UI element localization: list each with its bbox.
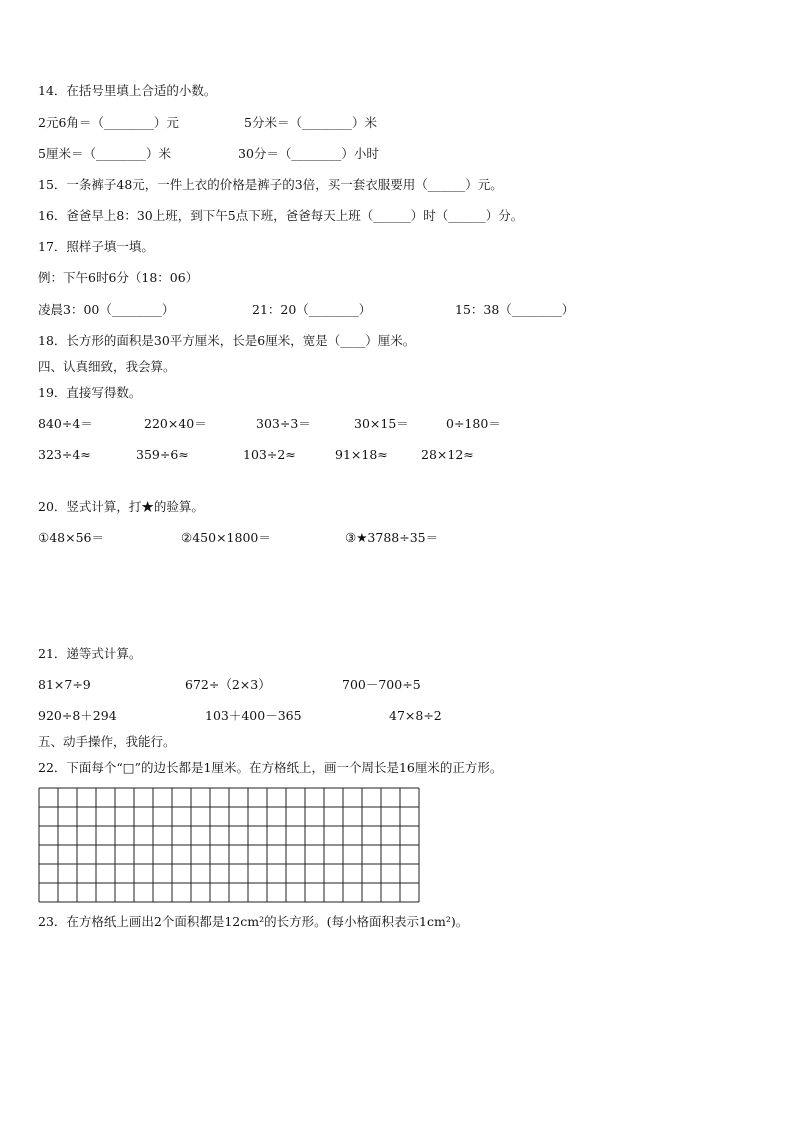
q20-item-3: ③★3788÷35＝ — [345, 530, 439, 545]
q19-r1-c4: 30×15＝ — [354, 416, 409, 431]
q21-title: 21．递等式计算。 — [38, 646, 142, 661]
section-5-heading: 五、动手操作，我能行。 — [38, 734, 176, 749]
q19-r2-c1: 323÷4≈ — [38, 447, 91, 462]
q21-r2-c2: 103＋400－365 — [205, 708, 302, 723]
q19-r1-c2: 220×40＝ — [144, 416, 207, 431]
q20-item-1: ①48×56＝ — [38, 530, 104, 545]
q14-item-c: 5厘米＝（________）米 — [38, 146, 171, 161]
q17-item-c: 15：38（________） — [455, 302, 575, 317]
q17-item-a: 凌晨3：00（________） — [38, 302, 175, 317]
q16-text: 16．爸爸早上8：30上班，到下午5点下班，爸爸每天上班（______）时（______）分。 — [38, 208, 524, 223]
q21-r1-c1: 81×7÷9 — [38, 677, 91, 692]
q15-text: 15．一条裤子48元，一件上衣的价格是裤子的3倍，买一套衣服要用（______）元。 — [38, 177, 503, 192]
graph-paper-grid[interactable] — [38, 787, 420, 908]
q23-text: 23．在方格纸上画出2个面积都是12cm²的长方形。(每小格面积表示1cm²)。 — [38, 914, 469, 929]
q19-r2-c4: 91×18≈ — [335, 447, 388, 462]
q20-title: 20．竖式计算，打★的验算。 — [38, 499, 204, 514]
q18-text: 18．长方形的面积是30平方厘米，长是6厘米，宽是（____）厘米。 — [38, 333, 416, 348]
q19-r1-c3: 303÷3＝ — [256, 416, 311, 431]
q14-item-d: 30分＝（________）小时 — [238, 146, 379, 161]
q21-r2-c3: 47×8÷2 — [389, 708, 442, 723]
q19-r2-c5: 28×12≈ — [421, 447, 474, 462]
q19-r2-c2: 359÷6≈ — [136, 447, 189, 462]
q21-r1-c2: 672÷（2×3） — [185, 677, 271, 692]
q19-r1-c5: 0÷180＝ — [446, 416, 501, 431]
q19-r2-c3: 103÷2≈ — [243, 447, 296, 462]
q19-title: 19．直接写得数。 — [38, 385, 142, 400]
q14-item-b: 5分米＝（________）米 — [244, 115, 377, 130]
q17-title: 17．照样子填一填。 — [38, 239, 154, 254]
q17-item-b: 21：20（________） — [252, 302, 372, 317]
q14-title: 14．在括号里填上合适的小数。 — [38, 83, 217, 98]
q19-r1-c1: 840÷4＝ — [38, 416, 93, 431]
q21-r1-c3: 700－700÷5 — [342, 677, 421, 692]
q22-text: 22．下面每个“□”的边长都是1厘米。在方格纸上，画一个周长是16厘米的正方形。 — [38, 760, 503, 775]
section-4-heading: 四、认真细致，我会算。 — [38, 359, 176, 374]
q21-r2-c1: 920÷8＋294 — [38, 708, 117, 723]
q17-example: 例：下午6时6分（18：06） — [38, 270, 199, 285]
q14-item-a: 2元6角＝（________）元 — [38, 115, 179, 130]
q20-item-2: ②450×1800＝ — [181, 530, 271, 545]
